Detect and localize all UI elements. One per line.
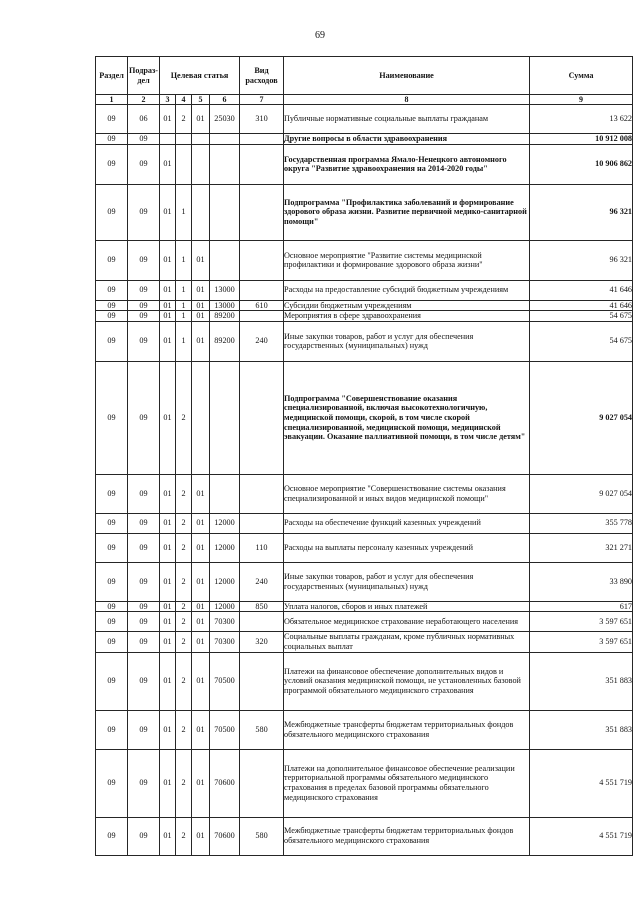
cell-podrazdel: 09	[128, 144, 160, 184]
cell-razdel: 09	[96, 300, 128, 311]
cell-direction: 25030	[210, 105, 240, 134]
table-row	[96, 612, 633, 632]
cell-razdel: 09	[96, 280, 128, 300]
cell-vid-raskhodov: 580	[240, 817, 284, 855]
cell-naimenovanie: Расходы на обеспечение функций казенных учреждений	[284, 513, 530, 533]
cell-program: 01	[160, 513, 176, 533]
cell-naimenovanie: Основное мероприятие "Совершенствование системы оказания специализированной и иных видов медицинской помощи"	[284, 474, 530, 513]
cell-podrazdel: 09	[128, 612, 160, 632]
cell-vid-raskhodov	[240, 134, 284, 145]
cell-podrazdel: 09	[128, 300, 160, 311]
cell-naimenovanie: Иные закупки товаров, работ и услуг для обеспечения государственных (муниципальных) нужд	[284, 321, 530, 361]
cell-naimenovanie: Основное мероприятие "Развитие системы медицинской профилактики и формирование здорового образа жизни"	[284, 240, 530, 280]
cell-naimenovanie: Мероприятия в сфере здравоохранения	[284, 311, 530, 322]
cell-razdel: 09	[96, 134, 128, 145]
cell-razdel: 09	[96, 184, 128, 240]
cell-vid-raskhodov	[240, 612, 284, 632]
column-number: 2	[128, 95, 160, 105]
cell-razdel: 09	[96, 321, 128, 361]
cell-naimenovanie: Платежи на финансовое обеспечение дополнительных видов и условий оказания медицинской помощи, не установленных базовой программой обязательного медицинского страхования	[284, 652, 530, 710]
cell-subprogram: 2	[176, 513, 192, 533]
cell-direction: 12000	[210, 533, 240, 562]
cell-summa: 33 890	[530, 562, 633, 601]
cell-summa: 54 675	[530, 321, 633, 361]
column-number: 6	[210, 95, 240, 105]
cell-event: 01	[192, 652, 210, 710]
cell-razdel: 09	[96, 562, 128, 601]
cell-razdel: 09	[96, 474, 128, 513]
cell-program: 01	[160, 311, 176, 322]
table-row	[96, 533, 633, 562]
cell-subprogram: 1	[176, 280, 192, 300]
cell-podrazdel: 09	[128, 184, 160, 240]
cell-summa: 54 675	[530, 311, 633, 322]
cell-program: 01	[160, 474, 176, 513]
cell-program: 01	[160, 710, 176, 749]
table-row	[96, 513, 633, 533]
cell-naimenovanie: Социальные выплаты гражданам, кроме публичных нормативных социальных выплат	[284, 632, 530, 652]
cell-podrazdel: 09	[128, 240, 160, 280]
cell-event: 01	[192, 474, 210, 513]
cell-summa: 355 778	[530, 513, 633, 533]
cell-vid-raskhodov	[240, 144, 284, 184]
cell-vid-raskhodov: 310	[240, 105, 284, 134]
cell-razdel: 09	[96, 652, 128, 710]
cell-event: 01	[192, 632, 210, 652]
cell-podrazdel: 09	[128, 361, 160, 474]
cell-podrazdel: 09	[128, 817, 160, 855]
cell-naimenovanie: Расходы на предоставление субсидий бюджетным учреждениям	[284, 280, 530, 300]
cell-razdel: 09	[96, 240, 128, 280]
cell-naimenovanie: Уплата налогов, сборов и иных платежей	[284, 601, 530, 612]
cell-razdel: 09	[96, 361, 128, 474]
cell-summa: 4 551 719	[530, 749, 633, 817]
cell-podrazdel: 09	[128, 652, 160, 710]
cell-summa: 96 321	[530, 184, 633, 240]
cell-subprogram: 1	[176, 240, 192, 280]
cell-subprogram: 2	[176, 105, 192, 134]
cell-direction	[210, 134, 240, 145]
cell-event: 01	[192, 710, 210, 749]
cell-event	[192, 184, 210, 240]
column-number: 7	[240, 95, 284, 105]
table-row	[96, 144, 633, 184]
cell-program: 01	[160, 300, 176, 311]
cell-direction: 70600	[210, 749, 240, 817]
cell-podrazdel: 09	[128, 710, 160, 749]
cell-naimenovanie: Подпрограмма "Совершенствование оказания специализированной, включая высокотехнологичную, медицинской помощи, скорой, в том числе скорой специализированной, медицинской помощи, медицинской эвакуации. Оказание паллиативной помощи, в том числе детям"	[284, 361, 530, 474]
table-row	[96, 562, 633, 601]
cell-event: 01	[192, 321, 210, 361]
cell-event: 01	[192, 562, 210, 601]
cell-direction: 70500	[210, 710, 240, 749]
table-row	[96, 652, 633, 710]
cell-summa: 321 271	[530, 533, 633, 562]
header-podrazdel: Подраз- дел	[128, 57, 160, 95]
cell-direction	[210, 361, 240, 474]
cell-summa: 96 321	[530, 240, 633, 280]
budget-table	[95, 56, 633, 856]
cell-podrazdel: 09	[128, 311, 160, 322]
cell-event: 01	[192, 311, 210, 322]
column-number-row	[96, 95, 633, 105]
cell-event	[192, 361, 210, 474]
cell-vid-raskhodov	[240, 361, 284, 474]
cell-direction	[210, 240, 240, 280]
table-row	[96, 184, 633, 240]
cell-event: 01	[192, 513, 210, 533]
page-number: 69	[315, 30, 325, 41]
cell-naimenovanie: Расходы на выплаты персоналу казенных учреждений	[284, 533, 530, 562]
cell-razdel: 09	[96, 601, 128, 612]
cell-summa: 9 027 054	[530, 474, 633, 513]
cell-event	[192, 144, 210, 184]
cell-subprogram: 2	[176, 652, 192, 710]
cell-program: 01	[160, 240, 176, 280]
table-row	[96, 105, 633, 134]
cell-summa: 9 027 054	[530, 361, 633, 474]
cell-podrazdel: 09	[128, 513, 160, 533]
cell-vid-raskhodov	[240, 240, 284, 280]
cell-direction	[210, 184, 240, 240]
cell-podrazdel: 06	[128, 105, 160, 134]
table-row	[96, 280, 633, 300]
cell-summa: 3 597 651	[530, 632, 633, 652]
cell-subprogram: 2	[176, 817, 192, 855]
column-number: 8	[284, 95, 530, 105]
cell-podrazdel: 09	[128, 134, 160, 145]
cell-program	[160, 134, 176, 145]
cell-razdel: 09	[96, 749, 128, 817]
cell-program: 01	[160, 361, 176, 474]
cell-vid-raskhodov	[240, 184, 284, 240]
header-summa: Сумма	[530, 57, 633, 95]
cell-subprogram: 2	[176, 612, 192, 632]
cell-program: 01	[160, 601, 176, 612]
cell-summa: 13 622	[530, 105, 633, 134]
cell-summa: 617	[530, 601, 633, 612]
header-tselevaya-statya: Целевая статья	[160, 57, 240, 95]
cell-summa: 3 597 651	[530, 612, 633, 632]
cell-program: 01	[160, 612, 176, 632]
cell-podrazdel: 09	[128, 474, 160, 513]
cell-razdel: 09	[96, 105, 128, 134]
cell-event: 01	[192, 817, 210, 855]
cell-summa: 4 551 719	[530, 817, 633, 855]
cell-vid-raskhodov: 240	[240, 562, 284, 601]
cell-event: 01	[192, 280, 210, 300]
cell-subprogram	[176, 134, 192, 145]
cell-direction: 70300	[210, 612, 240, 632]
cell-naimenovanie: Другие вопросы в области здравоохранения	[284, 134, 530, 145]
cell-vid-raskhodov	[240, 513, 284, 533]
cell-subprogram: 2	[176, 632, 192, 652]
cell-program: 01	[160, 562, 176, 601]
cell-vid-raskhodov: 110	[240, 533, 284, 562]
table-row	[96, 311, 633, 322]
cell-direction: 12000	[210, 513, 240, 533]
cell-razdel: 09	[96, 612, 128, 632]
cell-podrazdel: 09	[128, 632, 160, 652]
cell-vid-raskhodov	[240, 749, 284, 817]
cell-vid-raskhodov: 240	[240, 321, 284, 361]
cell-naimenovanie: Публичные нормативные социальные выплаты гражданам	[284, 105, 530, 134]
cell-subprogram: 2	[176, 710, 192, 749]
cell-naimenovanie: Подпрограмма "Профилактика заболеваний и формирование здорового образа жизни. Развитие первичной медико-санитарной помощи"	[284, 184, 530, 240]
cell-direction	[210, 474, 240, 513]
table-header	[96, 57, 633, 105]
cell-direction: 89200	[210, 311, 240, 322]
table-row	[96, 817, 633, 855]
column-number: 5	[192, 95, 210, 105]
cell-direction: 89200	[210, 321, 240, 361]
table-row	[96, 474, 633, 513]
column-number: 1	[96, 95, 128, 105]
cell-program: 01	[160, 533, 176, 562]
cell-razdel: 09	[96, 311, 128, 322]
cell-subprogram: 2	[176, 361, 192, 474]
cell-summa: 351 883	[530, 710, 633, 749]
column-number: 4	[176, 95, 192, 105]
cell-razdel: 09	[96, 710, 128, 749]
cell-subprogram: 2	[176, 562, 192, 601]
cell-program: 01	[160, 105, 176, 134]
cell-vid-raskhodov: 580	[240, 710, 284, 749]
table-row	[96, 632, 633, 652]
cell-razdel: 09	[96, 533, 128, 562]
cell-razdel: 09	[96, 632, 128, 652]
cell-naimenovanie: Платежи на дополнительное финансовое обеспечение реализации территориальной программы обязательного медицинского страхования в пределах базовой программы обязательного медицинского страхования	[284, 749, 530, 817]
cell-vid-raskhodov	[240, 280, 284, 300]
cell-subprogram: 2	[176, 533, 192, 562]
cell-subprogram: 1	[176, 300, 192, 311]
cell-razdel: 09	[96, 144, 128, 184]
cell-event: 01	[192, 533, 210, 562]
cell-event: 01	[192, 749, 210, 817]
cell-event: 01	[192, 300, 210, 311]
cell-program: 01	[160, 184, 176, 240]
cell-event: 01	[192, 105, 210, 134]
cell-program: 01	[160, 632, 176, 652]
cell-summa: 10 906 862	[530, 144, 633, 184]
cell-summa: 10 912 008	[530, 134, 633, 145]
cell-program: 01	[160, 817, 176, 855]
cell-direction: 70300	[210, 632, 240, 652]
cell-program: 01	[160, 749, 176, 817]
cell-naimenovanie: Обязательное медицинское страхование неработающего населения	[284, 612, 530, 632]
cell-direction	[210, 144, 240, 184]
cell-razdel: 09	[96, 513, 128, 533]
cell-razdel: 09	[96, 817, 128, 855]
cell-naimenovanie: Иные закупки товаров, работ и услуг для обеспечения государственных (муниципальных) нужд	[284, 562, 530, 601]
header-naimenovanie: Наименование	[284, 57, 530, 95]
cell-summa: 41 646	[530, 300, 633, 311]
cell-podrazdel: 09	[128, 749, 160, 817]
header-razdel: Раздел	[96, 57, 128, 95]
cell-subprogram: 1	[176, 184, 192, 240]
cell-event: 01	[192, 240, 210, 280]
cell-direction: 70500	[210, 652, 240, 710]
cell-subprogram: 2	[176, 474, 192, 513]
header-vid-raskhodov: Вид расходов	[240, 57, 284, 95]
cell-vid-raskhodov	[240, 652, 284, 710]
cell-podrazdel: 09	[128, 321, 160, 361]
cell-subprogram: 1	[176, 321, 192, 361]
cell-subprogram	[176, 144, 192, 184]
cell-program: 01	[160, 652, 176, 710]
cell-podrazdel: 09	[128, 280, 160, 300]
cell-summa: 351 883	[530, 652, 633, 710]
cell-subprogram: 2	[176, 749, 192, 817]
table-body	[96, 105, 633, 856]
cell-subprogram: 1	[176, 311, 192, 322]
cell-direction: 13000	[210, 280, 240, 300]
cell-event	[192, 134, 210, 145]
cell-subprogram: 2	[176, 601, 192, 612]
cell-direction: 70600	[210, 817, 240, 855]
column-number: 9	[530, 95, 633, 105]
table-row	[96, 134, 633, 145]
cell-naimenovanie: Государственная программа Ямало-Ненецкого автономного округа "Развитие здравоохранения на 2014-2020 годы"	[284, 144, 530, 184]
cell-naimenovanie: Субсидии бюджетным учреждениям	[284, 300, 530, 311]
cell-podrazdel: 09	[128, 562, 160, 601]
cell-summa: 41 646	[530, 280, 633, 300]
cell-event: 01	[192, 601, 210, 612]
cell-program: 01	[160, 280, 176, 300]
cell-podrazdel: 09	[128, 533, 160, 562]
cell-vid-raskhodov: 320	[240, 632, 284, 652]
cell-vid-raskhodov: 850	[240, 601, 284, 612]
table-row	[96, 321, 633, 361]
cell-naimenovanie: Межбюджетные трансферты бюджетам территориальных фондов обязательного медицинского страхования	[284, 817, 530, 855]
cell-direction: 12000	[210, 562, 240, 601]
table-row	[96, 240, 633, 280]
column-number: 3	[160, 95, 176, 105]
table-row	[96, 749, 633, 817]
cell-direction: 13000	[210, 300, 240, 311]
cell-podrazdel: 09	[128, 601, 160, 612]
cell-direction: 12000	[210, 601, 240, 612]
table-row	[96, 710, 633, 749]
cell-vid-raskhodov: 610	[240, 300, 284, 311]
cell-event: 01	[192, 612, 210, 632]
cell-vid-raskhodov	[240, 474, 284, 513]
table-row	[96, 300, 633, 311]
cell-naimenovanie: Межбюджетные трансферты бюджетам территориальных фондов обязательного медицинского страхования	[284, 710, 530, 749]
table-row	[96, 361, 633, 474]
cell-program: 01	[160, 144, 176, 184]
cell-vid-raskhodov	[240, 311, 284, 322]
cell-program: 01	[160, 321, 176, 361]
table-row	[96, 601, 633, 612]
